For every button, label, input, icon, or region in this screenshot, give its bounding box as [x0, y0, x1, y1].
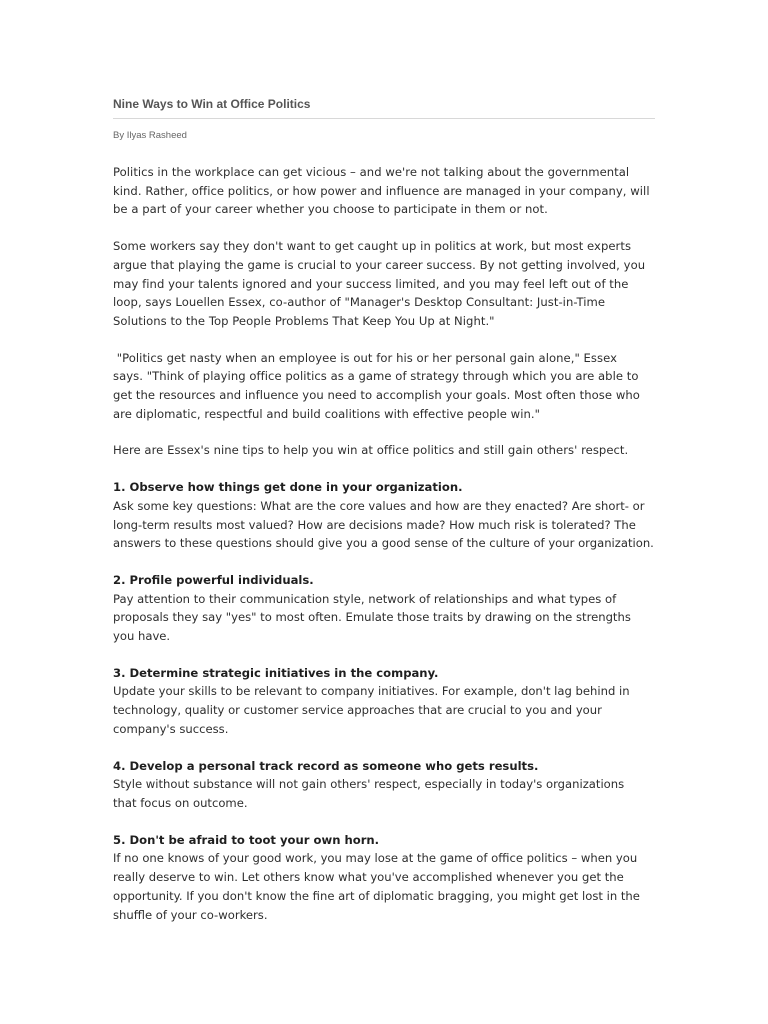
article — [113, 96, 663, 924]
tip-body: Ask some key questions: What are the core values and how are they enacted? Are short- or long-term results most valued? How are decisions made? How much risk is tolerated? The answers to these questions should give you a good sense of the culture of your organization. — [113, 498, 654, 551]
tip-heading: 2. Profile powerful individuals. — [113, 572, 314, 587]
tip-item — [113, 757, 643, 813]
tip-item — [113, 831, 643, 925]
tips-list — [113, 478, 663, 924]
tip-item — [113, 478, 661, 553]
article-title: Nine Ways to Win at Office Politics — [113, 97, 311, 111]
title-divider — [113, 118, 655, 119]
intro-paragraph-2: Some workers say they don't want to get caught up in politics at work, but most experts argue that playing the game is crucial to your career success. By not getting involved, you may find your talents ignored and your success limited, and you may feel left out of the loop, says Louellen Essex, co-author of "Manager's Desktop Consultant: Just-in-Time Solutions to the Top People Problems That Keep You Up at Night." — [113, 239, 646, 328]
tip-item — [113, 571, 643, 646]
tip-body: Pay attention to their communication style, network of relationships and what types of proposals they say "yes" to most often. Emulate those traits by drawing on the strengths you have. — [113, 591, 631, 644]
tip-body: If no one knows of your good work, you may lose at the game of office politics – when you really deserve to win. Let others know what you've accomplished whenever you get the opportunity. If you don't know the fine art of diplomatic bragging, you might get lost in the shuffle of your co-workers. — [113, 851, 640, 922]
tip-heading: 1. Observe how things get done in your organization. — [113, 480, 463, 495]
tip-heading: 4. Develop a personal track record as someone who gets results. — [113, 758, 539, 773]
intro-paragraph-3: "Politics get nasty when an employee is out for his or her personal gain alone," Essex says. "Think of playing office politics as a game of strategy through which you are able to get the resources and influence you need to accomplish your goals. Most often those who are diplomatic, respectful and build coalitions with effective people win." — [113, 350, 644, 421]
tip-heading: 3. Determine strategic initiatives in the company. — [113, 665, 439, 680]
intro-paragraph-1: Politics in the workplace can get vicious – and we're not talking about the governmental kind. Rather, office politics, or how power and influence are managed in your company, will be a part of your career whether you choose to participate in them or not. — [113, 165, 650, 217]
tip-body: Style without substance will not gain others' respect, especially in today's organizations that focus on outcome. — [113, 777, 625, 810]
tip-body: Update your skills to be relevant to company initiatives. For example, don't lag behind in technology, quality or customer service approaches that are crucial to you and your company's success. — [113, 684, 630, 736]
tip-item — [113, 664, 658, 739]
intro-paragraph-4: Here are Essex's nine tips to help you win at office politics and still gain others' respect. — [113, 443, 629, 458]
tip-heading: 5. Don't be afraid to toot your own horn. — [113, 832, 380, 847]
article-byline: By Ilyas Rasheed — [113, 130, 187, 141]
